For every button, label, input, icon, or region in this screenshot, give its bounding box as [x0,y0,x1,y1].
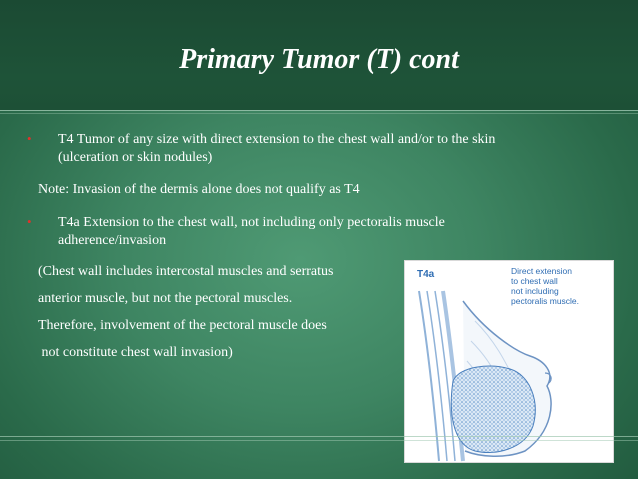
bullet-1-line-2: (ulceration or skin nodules) [58,150,213,165]
slide-title: Primary Tumor (T) cont [179,44,459,75]
paragraph-line-4: not constitute chest wall invasion) [38,345,233,360]
paragraph-line-2: anterior muscle, but not the pectoral muscles. [38,291,293,306]
bullet-1-line-1: T4 Tumor of any size with direct extension to the chest wall and/or to the skin [58,132,496,147]
figure-caption-line-1: Direct extension [511,266,572,276]
paragraph-line-3: Therefore, involvement of the pectoral muscle does [38,318,327,333]
paragraph-line-1: (Chest wall includes intercostal muscles and serratus [38,264,334,279]
figure-caption-line-2: to chest wall [511,276,558,286]
footer-divider-secondary [0,440,638,441]
bullet-2-line-1: T4a Extension to the chest wall, not including only pectoralis muscle [58,215,445,230]
bullet-2-line-2: adherence/invasion [58,233,167,248]
figure-label: T4a [417,269,435,280]
header-divider [0,110,638,111]
figure-caption [511,266,606,306]
t4a-illustration [404,260,614,463]
figure-caption-line-3: not including [511,286,559,296]
bullet-dot-icon: • [27,131,32,146]
note-text: Note: Invasion of the dermis alone does not qualify as T4 [38,182,360,197]
bullet-dot-icon: • [27,214,32,229]
header-divider-secondary [0,113,638,114]
footer-divider [0,436,638,437]
figure-caption-line-4: pectoralis muscle. [511,296,580,306]
